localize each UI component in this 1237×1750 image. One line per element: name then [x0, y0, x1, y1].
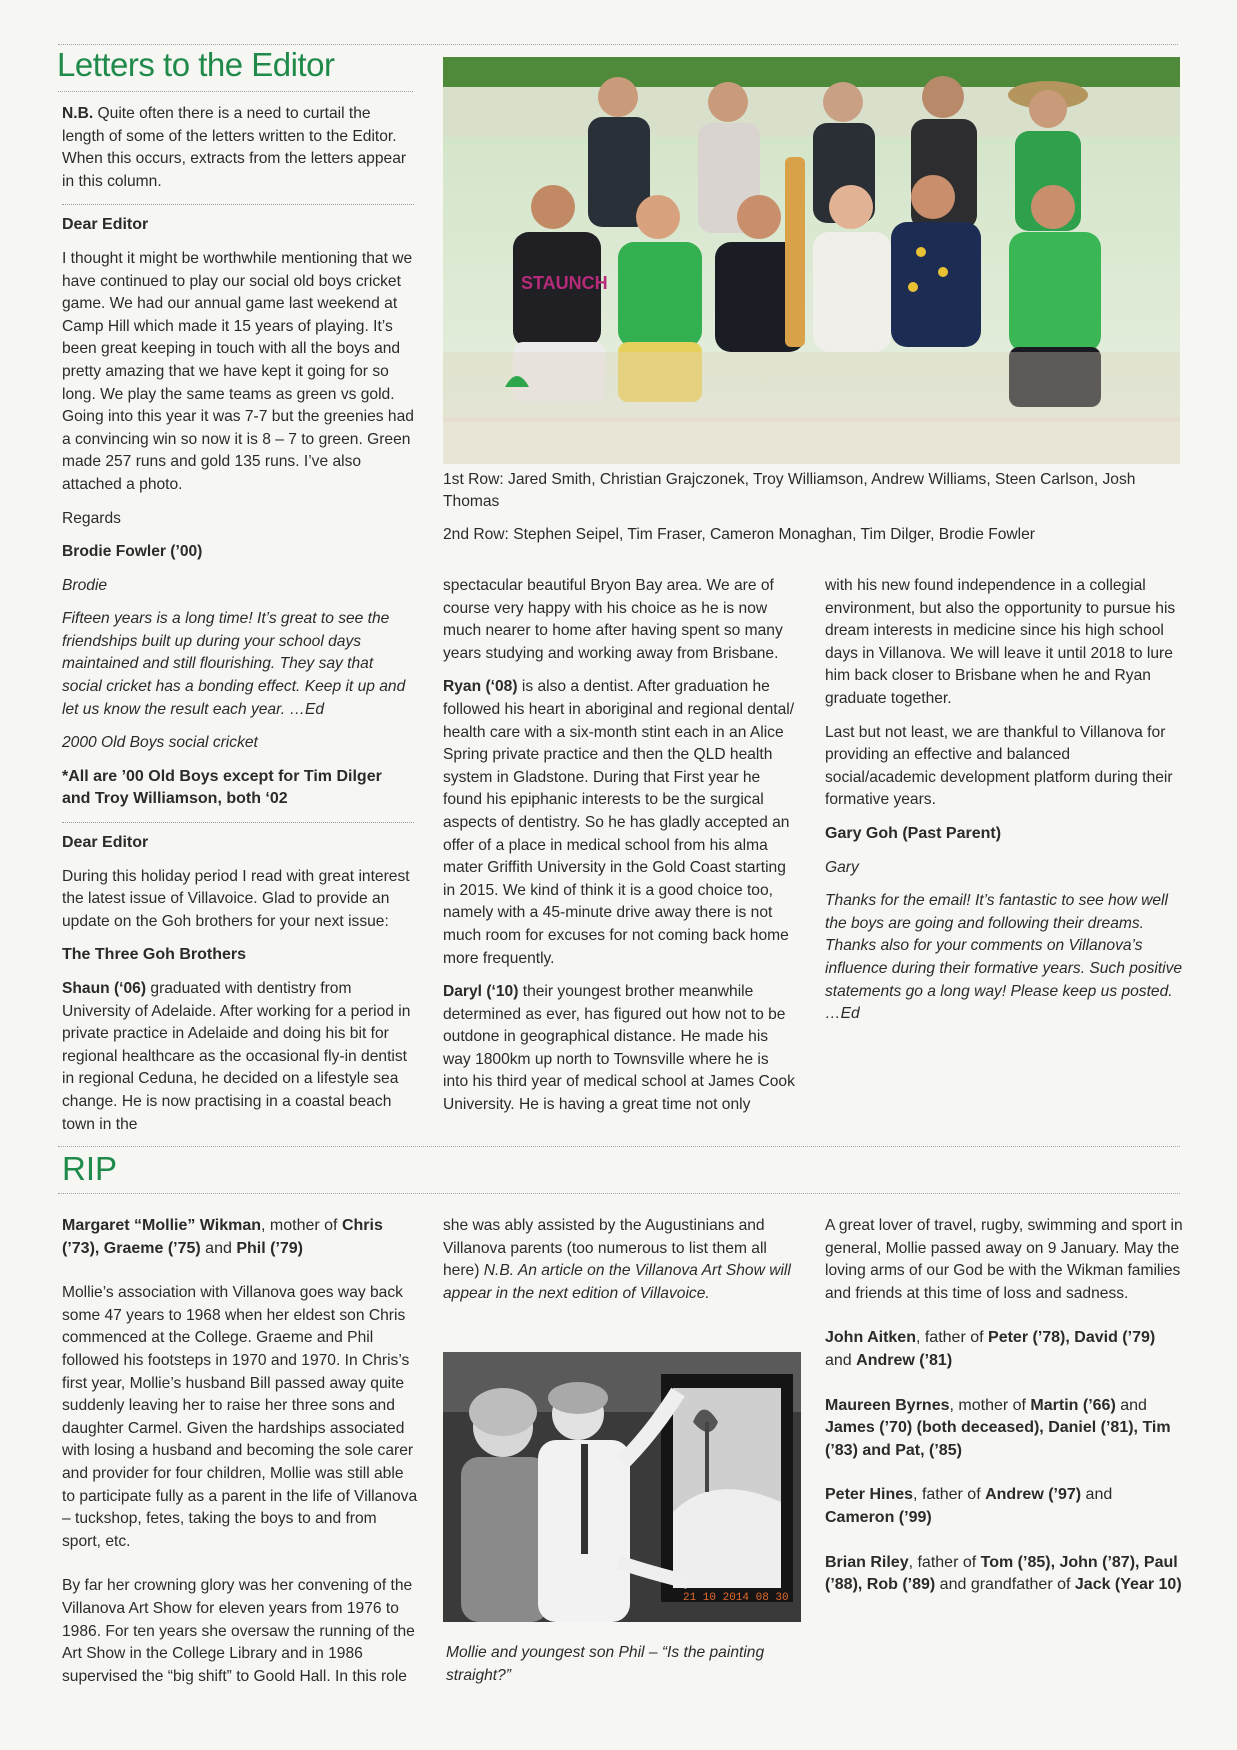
- letter2-author: Gary Goh (Past Parent): [825, 824, 1002, 842]
- mollie-phil-photo: [443, 1352, 801, 1622]
- rip-title: RIP: [62, 1150, 118, 1187]
- daryl-continued: with his new found independence in a collegial environment, but also the opportunity to pursue his dream interests in medicine since his high school days in Villanova. We will leave it until 2018 to lure him back closer to Brisbane when he and Ryan graduate together.: [825, 577, 1176, 707]
- cricket-team-illustration: [443, 57, 1180, 464]
- photo-timestamp: 21 10 2014 08 30: [683, 1592, 789, 1604]
- divider: [62, 822, 414, 823]
- shirt-text: STAUNCH: [521, 273, 608, 293]
- letter1-note: *All are ’00 Old Boys except for Tim Dilger and Troy Williamson, both ‘02: [62, 767, 382, 808]
- divider: [62, 204, 414, 205]
- letter1-body: I thought it might be worthwhile mentioning that we have continued to play our social old boys cricket game. We had our annual game last weekend at Camp Hill which made it 15 years of playing. It’s been great keeping in touch with all the boys and pretty amazing that we have kept it going for so long. We play the same teams as green vs gold. Going into this year it was 7-7 but the greenies had a convincing win so now it is 8 – 7 to green. Green made 257 runs and gold 135 runs. I’ve also attached a photo.: [62, 249, 414, 493]
- letter2-reply-name: Gary: [825, 858, 859, 876]
- rip-entry-byrnes: Maureen Byrnes, mother of Martin (’66) and James (’70) (both deceased), Daniel (’81), Tim (’83) and Pat, (’85): [825, 1396, 1171, 1459]
- daryl-paragraph: Daryl (‘10) their youngest brother meanwhile determined as ever, has figured out how not to be outdone in geographical distance. He made his way 1800km up north to Townsville where he is into his third year of medical school at James Cook University. He is having a great time not only: [443, 983, 795, 1114]
- painting: [661, 1374, 793, 1602]
- mollie-photo-caption: Mollie and youngest son Phil – “Is the painting straight?”: [446, 1644, 765, 1684]
- shaun-paragraph: Shaun (‘06) graduated with dentistry from University of Adelaide. After working for a period in private practice in Adelaide and doing his bit for regional healthcare as the occasional fly-in dentist in regional Ceduna, he decided on a lifestyle sea change. He is now practising in a coastal beach town in the: [62, 980, 411, 1133]
- mollie-para-2: By far her crowning glory was her convening of the Villanova Art Show for eleven years from 1976 to 1986. For ten years she oversaw the running of the Art Show in the College Library and in 1986 supervised the “big shift” to Goold Hall. In this role: [62, 1577, 415, 1685]
- cricket-team-photo: [443, 57, 1180, 464]
- mollie-para-3: A great lover of travel, rugby, swimming and sport in general, Mollie passed away on 9 January. May the loving arms of our God be with the Wikman families and friends at this time of loss and sadness.: [825, 1217, 1183, 1302]
- shaun-continued: spectacular beautiful Bryon Bay area. We are of course very happy with his choice as he is now much nearer to home after having spent so many years studying and working away from Brisbane.: [443, 577, 783, 662]
- letter1-regards: Regards: [62, 509, 121, 527]
- rip-column-1: [62, 1215, 418, 1699]
- letter2-reply: Thanks for the email! It’s fantastic to see how well the boys are going and following their dreams. Thanks also for your comments on Villanova’s influence during their formative years. Such positive statements go a long way! Please keep us posted. …Ed: [825, 892, 1183, 1023]
- letters-column-2: [443, 575, 798, 1128]
- rip-column-3: [825, 1215, 1185, 1608]
- letter2-intro: During this holiday period I read with great interest the latest issue of Villavoice. Glad to provide an update on the Goh brothers for your next issue:: [62, 867, 410, 930]
- mollie-phil-illustration: [443, 1352, 801, 1622]
- letters-column-1: [62, 103, 414, 1147]
- letter1-salutation: Dear Editor: [62, 216, 149, 234]
- rip-entry-riley: Brian Riley, father of Tom (’85), John (’87), Paul (’88), Rob (’89) and grandfather of Jack (Year 10): [825, 1553, 1182, 1594]
- mollie-para-1: Mollie’s association with Villanova goes way back some 47 years to 1968 when her eldest son Chris commenced at the College. Graeme and Phil followed his footsteps in 1970 and 1970. In Chris’s first year, Mollie’s husband Bill passed away quite suddenly leaving her to raise her three sons and daughter Carmel. Given the hardships associated with losing a husband and becoming the sole carer and provider for four children, Mollie was still able to participate fully as a parent in the life of Villanova – tuckshop, fetes, taking the boys to and from sport, etc.: [62, 1284, 418, 1550]
- rip-entry-aitken: John Aitken, father of Peter (’78), David (’79) and Andrew (’81): [825, 1329, 1156, 1369]
- letter2-salutation: Dear Editor: [62, 834, 149, 852]
- mollie-heading: Margaret “Mollie” Wikman, mother of Chris (’73), Graeme (’75) and Phil (’79): [62, 1217, 383, 1257]
- caption-row-2: 2nd Row: Stephen Seipel, Tim Fraser, Cameron Monaghan, Tim Dilger, Brodie Fowler: [443, 526, 1035, 543]
- nb-note: N.B. Quite often there is a need to curtail the length of some of the letters written to the Editor. When this occurs, extracts from the letters appear in this column.: [62, 105, 407, 190]
- letters-column-3: [825, 575, 1183, 1037]
- ryan-paragraph: Ryan (‘08) is also a dentist. After graduation he followed his heart in aboriginal and regional dental/ health care with a six-month stint each in an Alice Spring private practice and then the QLD health system in Gladstone. During that First year he found his epiphanic interests to be the surgical aspects of dentistry. So he has gladly accepted an offer of a place in medical school from his alma mater Griffith University in the Gold Coast starting in 2015. We kind of think it is a good choice too, namely with a 45-minute drive away there is not much room for excuses for not coming back home more frequently.: [443, 678, 795, 967]
- letter1-author: Brodie Fowler (’00): [62, 543, 203, 561]
- rip-entry-hines: Peter Hines, father of Andrew (’97) and Cameron (’99): [825, 1486, 1113, 1526]
- rip-underline: [58, 1193, 1180, 1194]
- letter1-photo-label: 2000 Old Boys social cricket: [62, 734, 258, 752]
- goh-brothers-heading: The Three Goh Brothers: [62, 946, 247, 964]
- letter1-reply-name: Brodie: [62, 576, 108, 594]
- cricket-photo-caption: [443, 469, 1183, 557]
- letter2-closing: Last but not least, we are thankful to Villanova for providing an effective and balanced social/academic development platform during their formative years.: [825, 723, 1173, 809]
- rip-column-2: [443, 1215, 801, 1316]
- top-rule: [58, 44, 1178, 45]
- mollie-para-2-continued: she was ably assisted by the Augustinians and Villanova parents (too numerous to list them all here) N.B. An article on the Villanova Art Show will appear in the next edition of Villavoice.: [443, 1217, 791, 1302]
- letter1-reply: Fifteen years is a long time! It’s great to see the friendships built up during your school days maintained and still flourishing. They say that social cricket has a bonding effect. Keep it up and let us know the result each year. …Ed: [62, 610, 406, 718]
- rip-top-rule: [58, 1146, 1180, 1147]
- title-underline: [58, 91, 413, 92]
- caption-row-1: 1st Row: Jared Smith, Christian Grajczonek, Troy Williamson, Andrew Williams, Steen Carlson, Josh Thomas: [443, 471, 1136, 510]
- letters-title: Letters to the Editor: [57, 46, 335, 83]
